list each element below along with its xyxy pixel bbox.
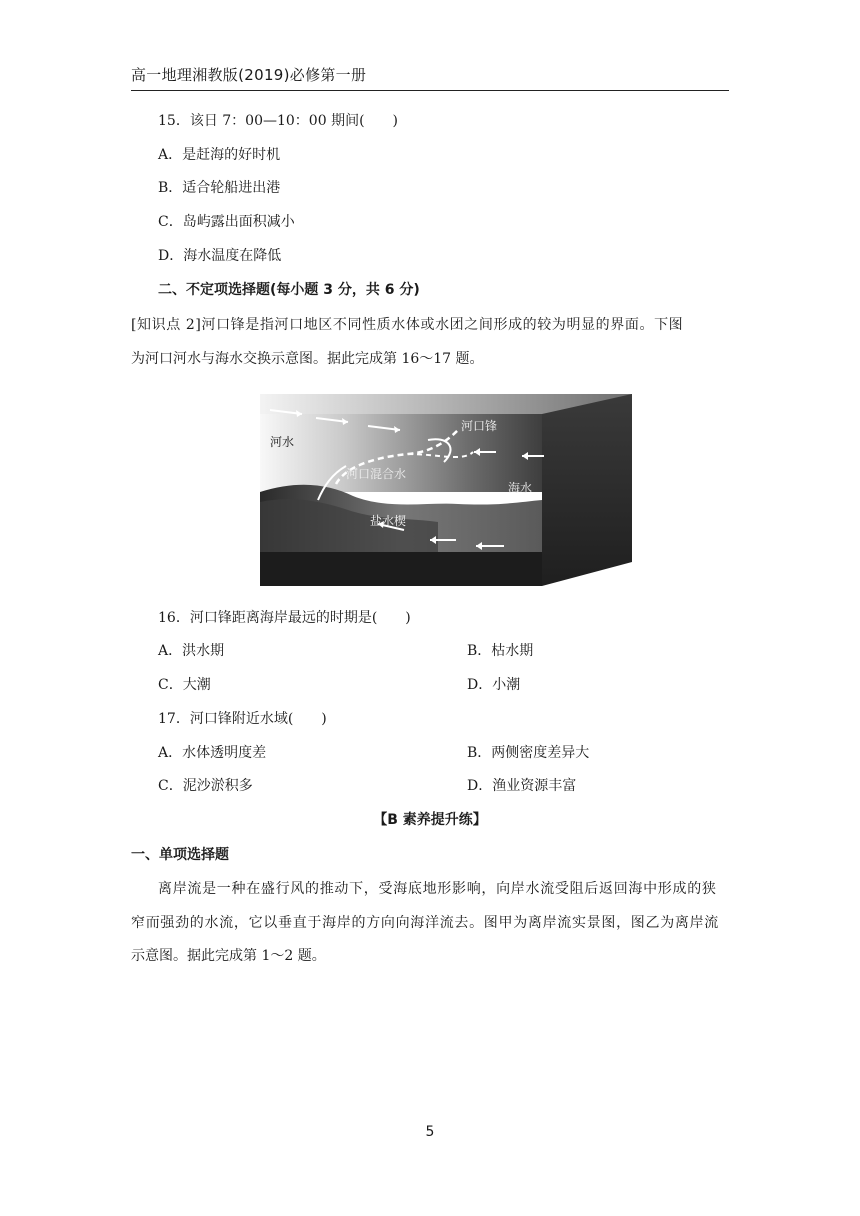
q15-option-b: B．适合轮船进出港: [158, 180, 281, 196]
partb-section1-title: 一、单项选择题: [131, 847, 229, 863]
label-mix: 河口混合水: [346, 467, 407, 481]
q15-stem: 15．该日 7：00—10：00 期间( ): [158, 113, 398, 129]
q15-option-a: A．是赶海的好时机: [158, 147, 281, 163]
q17-option-a: A．水体透明度差: [158, 745, 267, 761]
label-wedge: 盐水楔: [370, 514, 407, 528]
q17-stem: 17．河口锋附近水域( ): [158, 711, 327, 727]
q16-option-c: C．大潮: [158, 677, 211, 693]
q16-option-d: D．小潮: [467, 677, 521, 693]
q16-stem: 16．河口锋距离海岸最远的时期是( ): [158, 610, 411, 626]
partb-para-line-3: 示意图。据此完成第 1～2 题。: [131, 948, 326, 964]
q15-option-c: C．岛屿露出面积减小: [158, 214, 295, 230]
section2-title: 二、不定项选择题(每小题 3 分，共 6 分): [158, 282, 420, 298]
label-sea: 海水: [508, 481, 533, 495]
label-front: 河口锋: [461, 419, 498, 433]
page-number: 5: [425, 1124, 435, 1140]
q16-option-b: B．枯水期: [467, 643, 534, 659]
q17-option-d: D．渔业资源丰富: [467, 778, 577, 794]
estuary-diagram: [258, 392, 634, 590]
q16-option-a: A．洪水期: [158, 643, 225, 659]
estuary-diagram-svg: [258, 392, 634, 590]
label-river: 河水: [270, 435, 295, 449]
partb-title: 【B 素养提升练】: [373, 812, 487, 828]
intro-line-2: 为河口河水与海水交换示意图。据此完成第 16～17 题。: [131, 351, 484, 367]
page-header: [131, 64, 729, 91]
header-title: 高一地理湘教版(2019)必修第一册: [131, 66, 367, 84]
q17-option-c: C．泥沙淤积多: [158, 778, 253, 794]
q15-option-d: D．海水温度在降低: [158, 248, 282, 264]
partb-para-line-1: 离岸流是一种在盛行风的推动下，受海底地形影响，向岸水流受阻后返回海中形成的狭: [158, 881, 717, 897]
partb-para-line-2: 窄而强劲的水流，它以垂直于海岸的方向向海洋流去。图甲为离岸流实景图，图乙为离岸流: [131, 915, 719, 931]
q17-option-b: B．两侧密度差异大: [467, 745, 590, 761]
intro-line-1: [知识点 2]河口锋是指河口地区不同性质水体或水团之间形成的较为明显的界面。下图: [131, 317, 684, 333]
